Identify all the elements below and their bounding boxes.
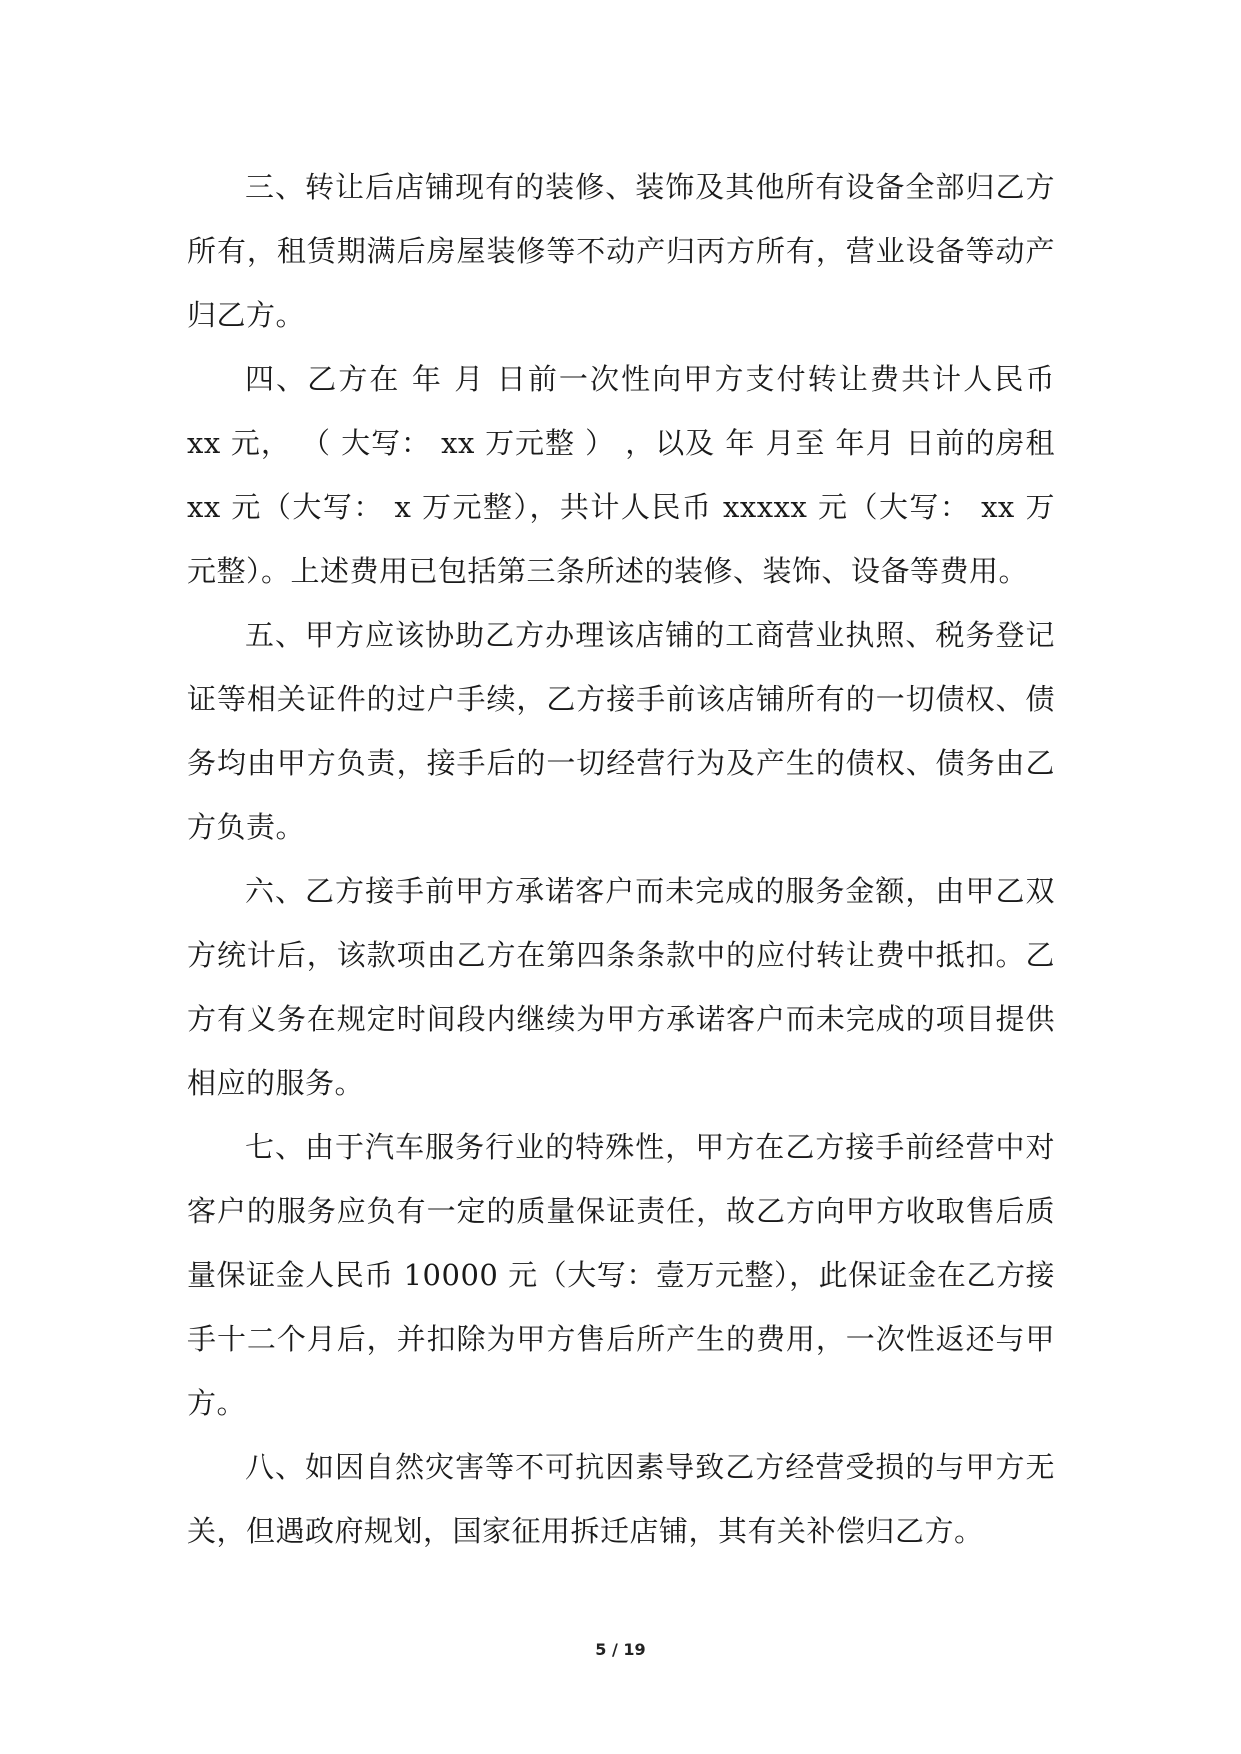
clause-6-paragraph: 六、乙方接手前甲方承诺客户而未完成的服务金额，由甲乙双方统计后，该款项由乙方在第四条条款中的应付转让费中抵扣。乙方有义务在规定时间段内继续为甲方承诺客户而未完成的项目提供相应的服务。	[187, 874, 1055, 1100]
document-body	[187, 155, 1055, 1563]
page-number: 5 / 19	[595, 1640, 646, 1659]
clause-7-paragraph: 七、由于汽车服务行业的特殊性，甲方在乙方接手前经营中对客户的服务应负有一定的质量保证责任，故乙方向甲方收取售后质量保证金人民币 10000 元（大写：壹万元整），此保证金在乙方接手十二个月后，并扣除为甲方售后所产生的费用，一次性返还与甲方。	[187, 1130, 1055, 1420]
clause-8-paragraph: 八、如因自然灾害等不可抗因素导致乙方经营受损的与甲方无关，但遇政府规划，国家征用拆迁店铺，其有关补偿归乙方。	[187, 1450, 1055, 1548]
clause-3-paragraph: 三、转让后店铺现有的装修、装饰及其他所有设备全部归乙方所有，租赁期满后房屋装修等不动产归丙方所有，营业设备等动产归乙方。	[187, 170, 1055, 332]
clause-4-paragraph: 四、乙方在 年 月 日前一次性向甲方支付转让费共计人民币 xx 元， （ 大写： xx 万元整 ） ，以及 年 月至 年月 日前的房租 xx 元（大写： x 万元整），共计人民币 xxxxx 元（大写： xx 万元整）。上述费用已包括第三条所述的装修、装饰、设备等费用。	[187, 362, 1055, 588]
clause-5-paragraph: 五、甲方应该协助乙方办理该店铺的工商营业执照、税务登记证等相关证件的过户手续，乙方接手前该店铺所有的一切债权、债务均由甲方负责，接手后的一切经营行为及产生的债权、债务由乙方负责。	[187, 618, 1055, 844]
